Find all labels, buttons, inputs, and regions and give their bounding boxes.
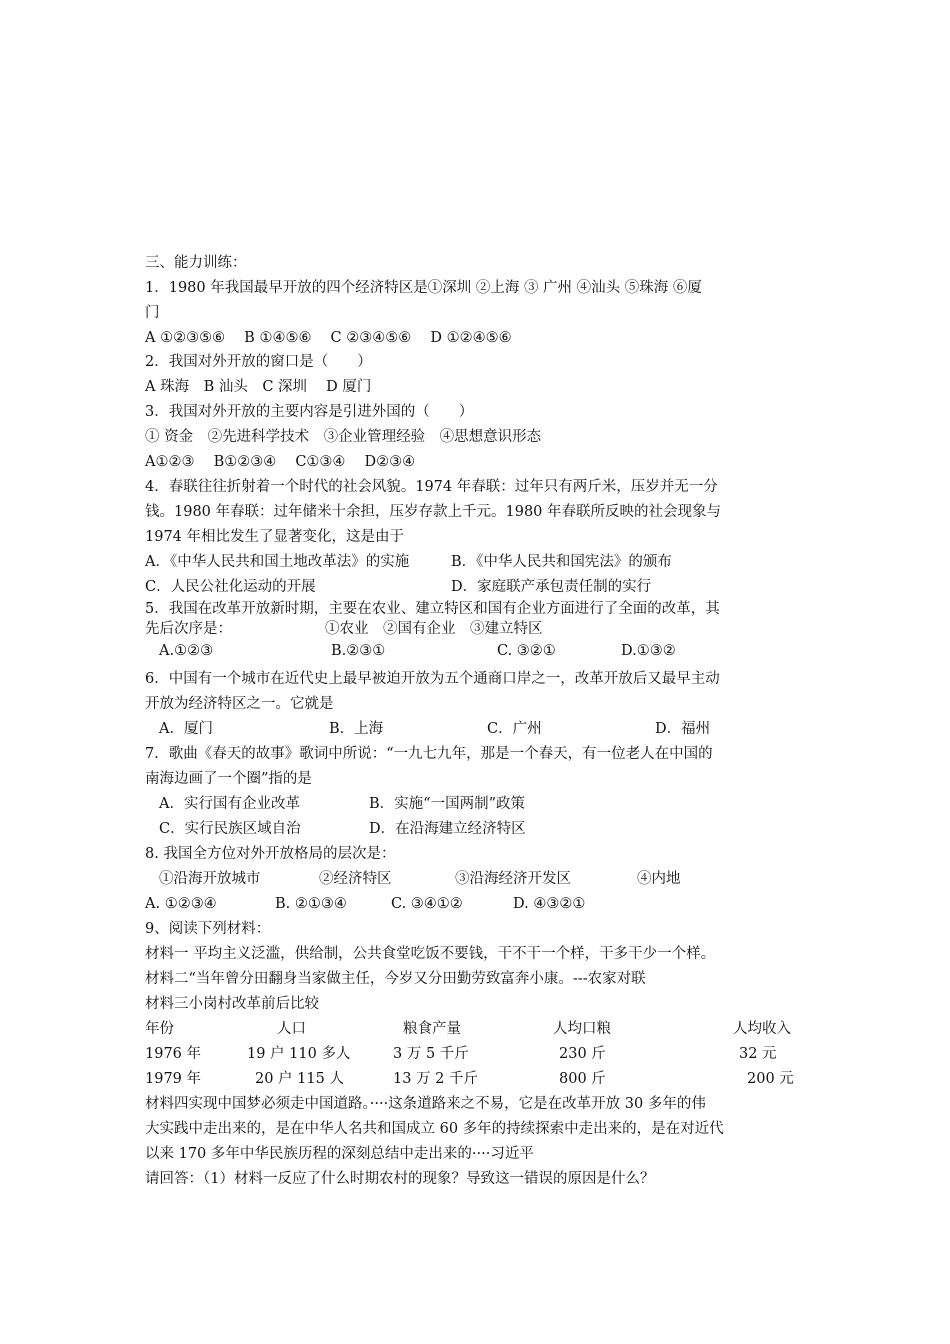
table-cell-grain: 3 万 5 千斤	[393, 1046, 469, 1062]
q6-option-c: C．广州	[487, 721, 542, 737]
q2-options: A 珠海 B 汕头 C 深圳 D 厦门	[145, 379, 372, 395]
q4-option-a: A．《中华人民共和国土地改革法》的实施	[145, 554, 410, 570]
q9-material-4-line1: 材料四实现中国梦必须走中国道路。····这条道路来之不易，它是在改革开放 30 多年的伟	[145, 1096, 706, 1112]
q4-option-d: D．家庭联产承包责任制的实行	[451, 579, 652, 595]
table-cell-ration: 230 斤	[559, 1046, 606, 1062]
q7-stem-line1: 7．歌曲《春天的故事》歌词中所说：“一九七九年，那是一个春天，有一位老人在中国的	[145, 746, 713, 762]
table-cell-population: 20 户 115 人	[255, 1071, 344, 1087]
q4-stem-line2: 钱。1980 年春联：过年储米十余担，压岁存款上千元。1980 年春联所反映的社会现象与	[145, 504, 722, 520]
q1-options: A ①②③⑤⑥ B ①④⑤⑥ C ②③④⑤⑥ D ①②④⑤⑥	[145, 330, 512, 346]
q8-item-1: ①沿海开放城市	[159, 871, 261, 887]
q4-options-row2	[145, 577, 810, 597]
q8-item-3: ③沿海经济开发区	[455, 871, 571, 887]
q6-stem-line2: 开放为经济特区之一。它就是	[145, 696, 334, 712]
q4-option-b: B．《中华人民共和国宪法》的颁布	[451, 554, 672, 570]
q8-item-2: ②经济特区	[319, 871, 392, 887]
q1-stem-line2: 门	[145, 305, 160, 321]
q9-material-1: 材料一 平均主义泛滥，供给制，公共食堂吃饭不要钱，干不干一个样，干多干少一个样。	[145, 946, 716, 962]
table-header	[145, 1019, 810, 1039]
q1-stem-line1: 1．1980 年我国最早开放的四个经济特区是①深圳 ②上海 ③ 广州 ④汕头 ⑤珠海 ⑥厦	[145, 280, 702, 296]
table-cell-grain: 13 万 2 千斤	[393, 1071, 479, 1087]
q3-options: A①②③ B①②③④ C①③④ D②③④	[145, 454, 416, 470]
q5-option-b: B.②③①	[331, 643, 386, 659]
q3-items: ① 资金 ②先进科学技术 ③企业管理经验 ④思想意识形态	[145, 429, 542, 445]
q5-stem-line2	[145, 619, 810, 639]
table-cell-income: 32 元	[739, 1046, 777, 1062]
q9-material-4-line3: 以来 170 多年中华民族历程的深刻总结中走出来的····习近平	[145, 1146, 534, 1162]
table-header-ration: 人均口粮	[553, 1021, 611, 1037]
table-header-year: 年份	[145, 1021, 174, 1037]
table-header-population: 人口	[277, 1021, 306, 1037]
q8-option-d: D. ④③②①	[513, 896, 586, 912]
table-row	[145, 1069, 810, 1089]
table-cell-population: 19 户 110 多人	[247, 1046, 351, 1062]
table-cell-year: 1976 年	[145, 1046, 202, 1062]
q9-material-2: 材料二“当年曾分田翻身当家做主任，今岁又分田勤劳致富奔小康。---农家对联	[145, 971, 646, 987]
q7-option-a: A．实行国有企业改革	[159, 796, 300, 812]
q5-option-d: D.①③②	[621, 643, 676, 659]
q3-stem: 3．我国对外开放的主要内容是引进外国的（ ）	[145, 404, 474, 420]
section-title: 三、能力训练：	[145, 255, 247, 271]
q5-stem-line1: 5．我国在改革开放新时期，主要在农业、建立特区和国有企业方面进行了全面的改革，其	[145, 601, 720, 617]
q8-items	[145, 869, 810, 889]
table-header-income: 人均收入	[733, 1021, 791, 1037]
q2-stem: 2．我国对外开放的窗口是（ ）	[145, 354, 372, 370]
q5-items: ①农业 ②国有企业 ③建立特区	[325, 621, 543, 637]
q9-material-4-line2: 大实践中走出来的，是在中华人名共和国成立 60 多年的持续探索中走出来的，是在对近代	[145, 1121, 724, 1137]
table-cell-year: 1979 年	[145, 1071, 202, 1087]
q5-option-c: C. ③②①	[497, 643, 556, 659]
q7-stem-line2: 南海边画了一个圈”指的是	[145, 771, 312, 787]
q9-material-3-title: 材料三小岗村改革前后比较	[145, 996, 319, 1012]
q5-stem-label: 先后次序是：	[145, 621, 232, 637]
q6-options	[145, 719, 810, 739]
q7-options-row2	[145, 819, 810, 839]
q8-options	[145, 894, 810, 914]
table-row	[145, 1044, 810, 1064]
q4-stem-line3: 1974 年相比发生了显著变化，这是由于	[145, 529, 405, 545]
q5-options	[145, 641, 810, 661]
q7-option-c: C．实行民族区域自治	[159, 821, 301, 837]
q4-option-c: C．人民公社化运动的开展	[145, 579, 316, 595]
q4-stem-line1: 4．春联往往折射着一个时代的社会风貌。1974 年春联：过年只有两斤米，压岁并无一分	[145, 479, 718, 495]
q9-stem: 9、阅读下列材料：	[145, 921, 271, 937]
q8-item-4: ④内地	[637, 871, 681, 887]
q7-option-d: D．在沿海建立经济特区	[369, 821, 526, 837]
q8-option-a: A. ①②③④	[145, 896, 217, 912]
table-header-grain: 粮食产量	[403, 1021, 461, 1037]
q5-option-a: A.①②③	[159, 643, 214, 659]
q4-options-row1	[145, 552, 810, 572]
q7-options-row1	[145, 794, 810, 814]
q6-option-b: B．上海	[329, 721, 384, 737]
table-cell-ration: 800 斤	[559, 1071, 606, 1087]
q6-stem-line1: 6．中国有一个城市在近代史上最早被迫开放为五个通商口岸之一，改革开放后又最早主动	[145, 671, 720, 687]
q9-question-1: 请回答：（1）材料一反应了什么时期农村的现象？导致这一错误的原因是什么？	[145, 1171, 655, 1187]
q7-option-b: B．实施“一国两制”政策	[369, 796, 525, 812]
q6-option-a: A．厦门	[159, 721, 213, 737]
q8-option-b: B. ②①③④	[275, 896, 347, 912]
table-cell-income: 200 元	[747, 1071, 794, 1087]
q6-option-d: D．福州	[655, 721, 711, 737]
q8-stem: 8. 我国全方位对外开放格局的层次是：	[145, 846, 396, 862]
q8-option-c: C. ③④①②	[391, 896, 463, 912]
